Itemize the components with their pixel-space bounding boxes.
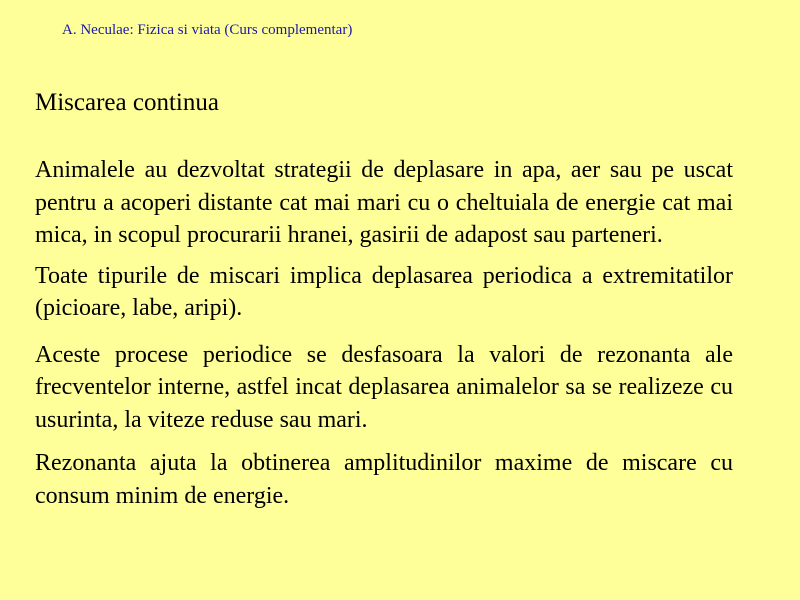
paragraph: Aceste procese periodice se desfasoara la valori de rezonanta ale frecventelor interne, astfel incat deplasarea animalelor sa se realizeze cu usurinta, la viteze reduse sau mari.	[35, 341, 733, 433]
slide-header: A. Neculae: Fizica si viata (Curs complementar)	[62, 22, 353, 38]
paragraph: Toate tipurile de miscari implica deplasarea periodica a extremitatilor (picioare, labe, aripi).	[35, 262, 733, 321]
slide-body	[35, 154, 733, 512]
paragraph: Rezonanta ajuta la obtinerea amplitudinilor maxime de miscare cu consum minim de energie.	[35, 450, 733, 509]
slide-title: Miscarea continua	[35, 89, 219, 116]
paragraph: Animalele au dezvoltat strategii de deplasare in apa, aer sau pe uscat pentru a acoperi distante cat mai mari cu o cheltuiala de energie cat mai mica, in scopul procurarii hranei, gasirii de adapost sau parteneri.	[35, 157, 733, 248]
